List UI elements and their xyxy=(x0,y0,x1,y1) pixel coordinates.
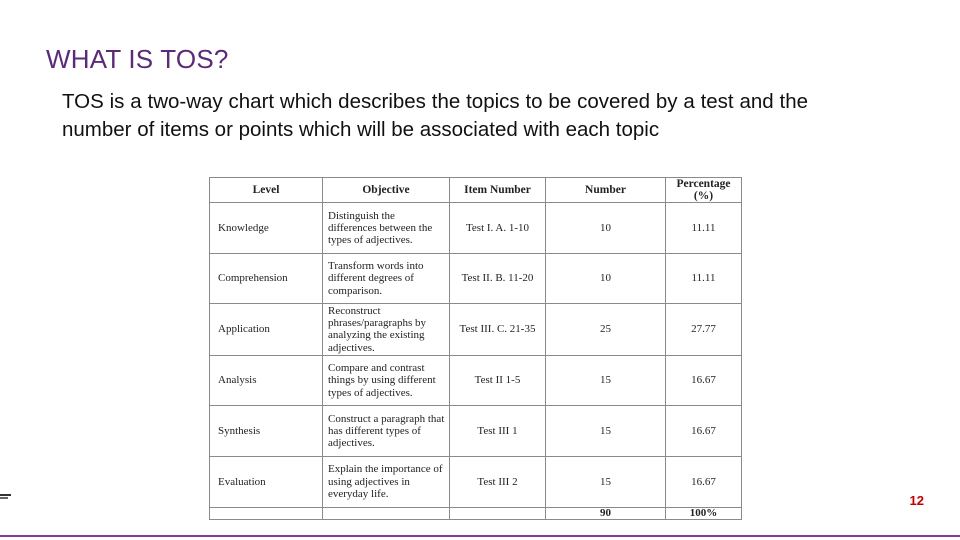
table-row xyxy=(210,355,742,406)
header-number: Number xyxy=(546,178,666,203)
header-percentage: Percentage (%) xyxy=(666,178,742,203)
cell-percentage: 11.11 xyxy=(666,253,742,304)
cell-item-number: Test III 1 xyxy=(450,406,546,457)
tos-definition: TOS is a two-way chart which describes the topics to be covered by a test and the number of items or points which will be associated with each topic xyxy=(62,90,808,141)
header-item-number: Item Number xyxy=(450,178,546,203)
cell-item-number: Test II 1-5 xyxy=(450,355,546,406)
bottom-divider xyxy=(0,535,960,537)
cell-level: Application xyxy=(210,304,323,355)
page-number: 12 xyxy=(909,493,924,508)
table-row xyxy=(210,253,742,304)
header-objective: Objective xyxy=(323,178,450,203)
cell-item-number: Test II. B. 11-20 xyxy=(450,253,546,304)
cell-percentage: 16.67 xyxy=(666,355,742,406)
cell-objective: Reconstruct phrases/paragraphs by analyzing the existing adjectives. xyxy=(323,304,450,355)
table-row xyxy=(210,304,742,355)
cell-level: Synthesis xyxy=(210,406,323,457)
cell-level: Comprehension xyxy=(210,253,323,304)
cell-number: 25 xyxy=(546,304,666,355)
cell-number: 10 xyxy=(546,203,666,254)
cell-objective: Transform words into different degrees of comparison. xyxy=(323,253,450,304)
cell-objective: Compare and contrast things by using different types of adjectives. xyxy=(323,355,450,406)
cell-level: Analysis xyxy=(210,355,323,406)
cell-total-number: 90 xyxy=(546,507,666,519)
cell-number: 15 xyxy=(546,456,666,507)
tos-table-image xyxy=(209,177,741,520)
table-header-row xyxy=(210,178,742,203)
cell-item-number: Test III. C. 21-35 xyxy=(450,304,546,355)
cell-objective: Distinguish the differences between the types of adjectives. xyxy=(323,203,450,254)
cell-total-percentage: 100% xyxy=(666,507,742,519)
table-row xyxy=(210,203,742,254)
cell-percentage: 16.67 xyxy=(666,406,742,457)
corner-logo-icon xyxy=(0,492,12,502)
table-total-row xyxy=(210,507,742,519)
table-row xyxy=(210,406,742,457)
cell-number: 15 xyxy=(546,355,666,406)
cell-objective: Construct a paragraph that has different types of adjectives. xyxy=(323,406,450,457)
cell-item-number: Test I. A. 1-10 xyxy=(450,203,546,254)
cell-total-item xyxy=(450,507,546,519)
cell-total-objective xyxy=(323,507,450,519)
cell-percentage: 27.77 xyxy=(666,304,742,355)
cell-percentage: 16.67 xyxy=(666,456,742,507)
header-level: Level xyxy=(210,178,323,203)
cell-objective: Explain the importance of using adjectives in everyday life. xyxy=(323,456,450,507)
table-row xyxy=(210,456,742,507)
cell-item-number: Test III 2 xyxy=(450,456,546,507)
cell-number: 15 xyxy=(546,406,666,457)
tos-table xyxy=(209,177,742,520)
slide-title: WHAT IS TOS? xyxy=(46,44,229,74)
cell-level: Evaluation xyxy=(210,456,323,507)
cell-number: 10 xyxy=(546,253,666,304)
cell-percentage: 11.11 xyxy=(666,203,742,254)
cell-total-level xyxy=(210,507,323,519)
cell-level: Knowledge xyxy=(210,203,323,254)
